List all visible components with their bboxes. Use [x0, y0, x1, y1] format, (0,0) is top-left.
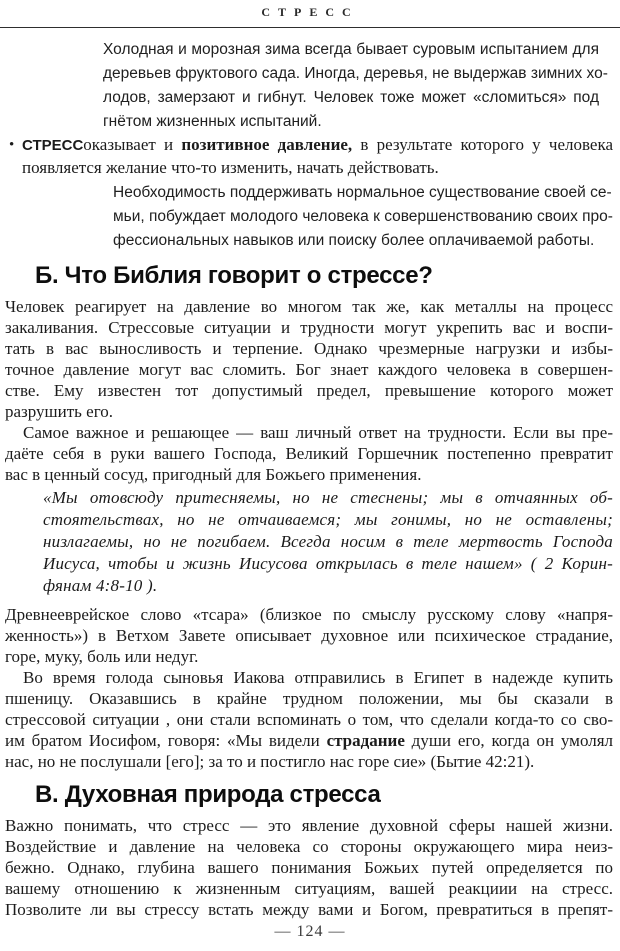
- text-segment: низлагаемы, но не погибаем. Всегда носим в теле мертвость Господа: [43, 532, 613, 551]
- text-segment: «Мы отовсюду притесняемы, но не стеснены; мы в отчаянных об-: [43, 488, 613, 507]
- text-segment: пшеницу. Оказавшись в крайне трудном положении, мы бы сказали в: [5, 689, 613, 708]
- text-line: [5, 688, 613, 709]
- text-segment: Иисуса, чтобы и жизнь Иисусова открылась в теле нашем» ( 2 Корин-: [43, 554, 613, 573]
- text-segment: стоятельствах, но не отчаиваемся; мы гонимы, но не оставлены;: [43, 510, 613, 529]
- text-segment: Во время голода сыновья Иакова отправились в Египет в надежде купить: [23, 668, 613, 687]
- text-line: [5, 625, 613, 646]
- text-line: [5, 604, 613, 625]
- text-line: [5, 836, 613, 857]
- text-segment: деревьев фруктового сада. Иногда, деревья, не выдержав зимних хо-: [103, 65, 608, 82]
- text-line: [5, 380, 613, 401]
- text-segment: разрушить его.: [5, 402, 114, 421]
- text-segment: Холодная и морозная зима всегда бывает суровым испытанием для: [103, 41, 599, 58]
- header-rule: [0, 27, 620, 28]
- text-segment: фянам 4:8-10 ).: [43, 576, 158, 595]
- text-segment: души его, когда он умолял: [404, 731, 614, 750]
- text-segment: закаливания. Стрессовые ситуации и трудности могут укрепить вас и воспи-: [5, 318, 613, 337]
- text-segment: мьи, побуждает молодого человека к совершенствованию своих про-: [113, 208, 613, 225]
- text-line: [5, 899, 613, 920]
- section-v-heading: В. Духовная природа стресса: [35, 781, 381, 808]
- text-line: [5, 878, 613, 899]
- text-segment: бежно. Однако, глубина вашего понимания Божьих путей определяется по: [5, 858, 613, 877]
- text-segment: тать в вас выносливость и терпение. Однако чрезмерные нагрузки и избы-: [5, 339, 613, 358]
- bible-quote-2corinthians: [43, 487, 613, 597]
- text-segment: Необходимость поддерживать нормальное существование своей се-: [113, 184, 612, 201]
- text-segment: горе, муку, боль или недуг.: [5, 647, 199, 666]
- text-line: [5, 730, 613, 751]
- text-segment: Древнееврейское слово «тсара» (близкое по смыслу русскому слову «напря-: [5, 605, 613, 624]
- text-line: [5, 709, 613, 730]
- text-segment: вас в ценный сосуд, пригодный для Божьего применения.: [5, 465, 422, 484]
- text-line: [113, 205, 613, 229]
- section-b-paragraph-3: [5, 604, 613, 667]
- intro-note-paragraph: [103, 38, 608, 134]
- text-line: [5, 422, 613, 443]
- text-line: [103, 86, 599, 110]
- text-segment: вашему отношению к жизненным ситуациям, вашей реакциии на стресс.: [5, 879, 613, 898]
- text-line: [5, 338, 613, 359]
- text-line: [5, 359, 613, 380]
- text-line: [5, 296, 613, 317]
- text-line: [5, 464, 613, 485]
- text-line: [5, 401, 613, 422]
- text-line: [43, 487, 613, 509]
- text-line: [113, 229, 599, 253]
- text-line: [103, 62, 608, 86]
- section-b-paragraph-1: [5, 296, 613, 422]
- text-segment: нас, но не послушали [его]; за то и постигло нас горе сие» (Бытие 42:21).: [5, 752, 535, 771]
- text-line: [103, 38, 599, 62]
- text-segment: Позволите ли вы стрессу встать между вами и Богом, превратиться в препят-: [5, 900, 613, 919]
- text-line: [43, 575, 613, 597]
- section-b-paragraph-4: [5, 667, 613, 772]
- text-segment: появляется желание что-то изменить, начать действовать.: [22, 158, 439, 177]
- text-segment: гнётом жизненных испытаний.: [103, 113, 322, 130]
- text-line: [5, 751, 613, 772]
- stress-bullet-item: [5, 134, 613, 179]
- text-segment: Важно понимать, что стресс — это явление духовной сферы нашей жизни.: [5, 816, 613, 835]
- section-v-paragraph-1: [5, 815, 613, 920]
- text-segment: СТРЕСС: [22, 137, 84, 154]
- text-segment: страдание: [326, 731, 405, 750]
- text-segment: в результате которого у человека: [352, 135, 613, 154]
- page-content: [0, 20, 620, 920]
- text-segment: женность») в Ветхом Завете описывает духовное или психическое страдание,: [5, 626, 613, 645]
- stress-bullet-text: [22, 134, 613, 179]
- text-segment: даёте себя в руки вашего Господа, Великий Горшечник постепенно превратит: [5, 444, 613, 463]
- bullet-marker: •: [9, 137, 15, 153]
- text-line: [22, 157, 613, 179]
- text-segment: стрессовой ситуации , они стали вспоминать о том, что сделали когда-то со сво-: [5, 710, 613, 729]
- running-head: СТРЕСС: [261, 5, 359, 19]
- text-segment: фессиональных навыков или поиску более оплачиваемой работы.: [113, 232, 595, 249]
- text-line: [5, 443, 613, 464]
- text-line: [5, 317, 613, 338]
- text-line: [103, 110, 599, 134]
- text-line: [5, 667, 613, 688]
- text-segment: лодов, замерзают и гибнут. Человек тоже может «сломиться» под: [103, 89, 599, 106]
- text-line: [43, 531, 613, 553]
- text-segment: позитивное давление,: [181, 135, 353, 154]
- text-line: [43, 553, 613, 575]
- text-line: [43, 509, 613, 531]
- section-b-paragraph-2: [5, 422, 613, 485]
- text-segment: оказывает и: [83, 135, 182, 154]
- text-segment: стве. Ему известен тот допустимый предел, превышение которого может: [5, 381, 613, 400]
- text-segment: точное давление могут вас сломить. Бог знает каждого человека в совершен-: [5, 360, 613, 379]
- text-segment: Человек реагирует на давление во многом так же, как металлы на процесс: [5, 297, 613, 316]
- necessity-note-paragraph: [113, 181, 613, 253]
- text-line: [5, 857, 613, 878]
- text-segment: им братом Иосифом, говоря: «Мы видели: [5, 731, 327, 750]
- text-line: [5, 815, 613, 836]
- text-segment: Воздействие и давление на человека со стороны окружающего мира неиз-: [5, 837, 613, 856]
- text-segment: Самое важное и решающее — ваш личный ответ на трудности. Если вы пре-: [23, 423, 613, 442]
- text-line: [22, 134, 613, 157]
- text-line: [113, 181, 612, 205]
- text-line: [5, 646, 613, 667]
- page-number: — 124 —: [274, 923, 346, 940]
- section-b-heading: Б. Что Библия говорит о стрессе?: [35, 262, 433, 289]
